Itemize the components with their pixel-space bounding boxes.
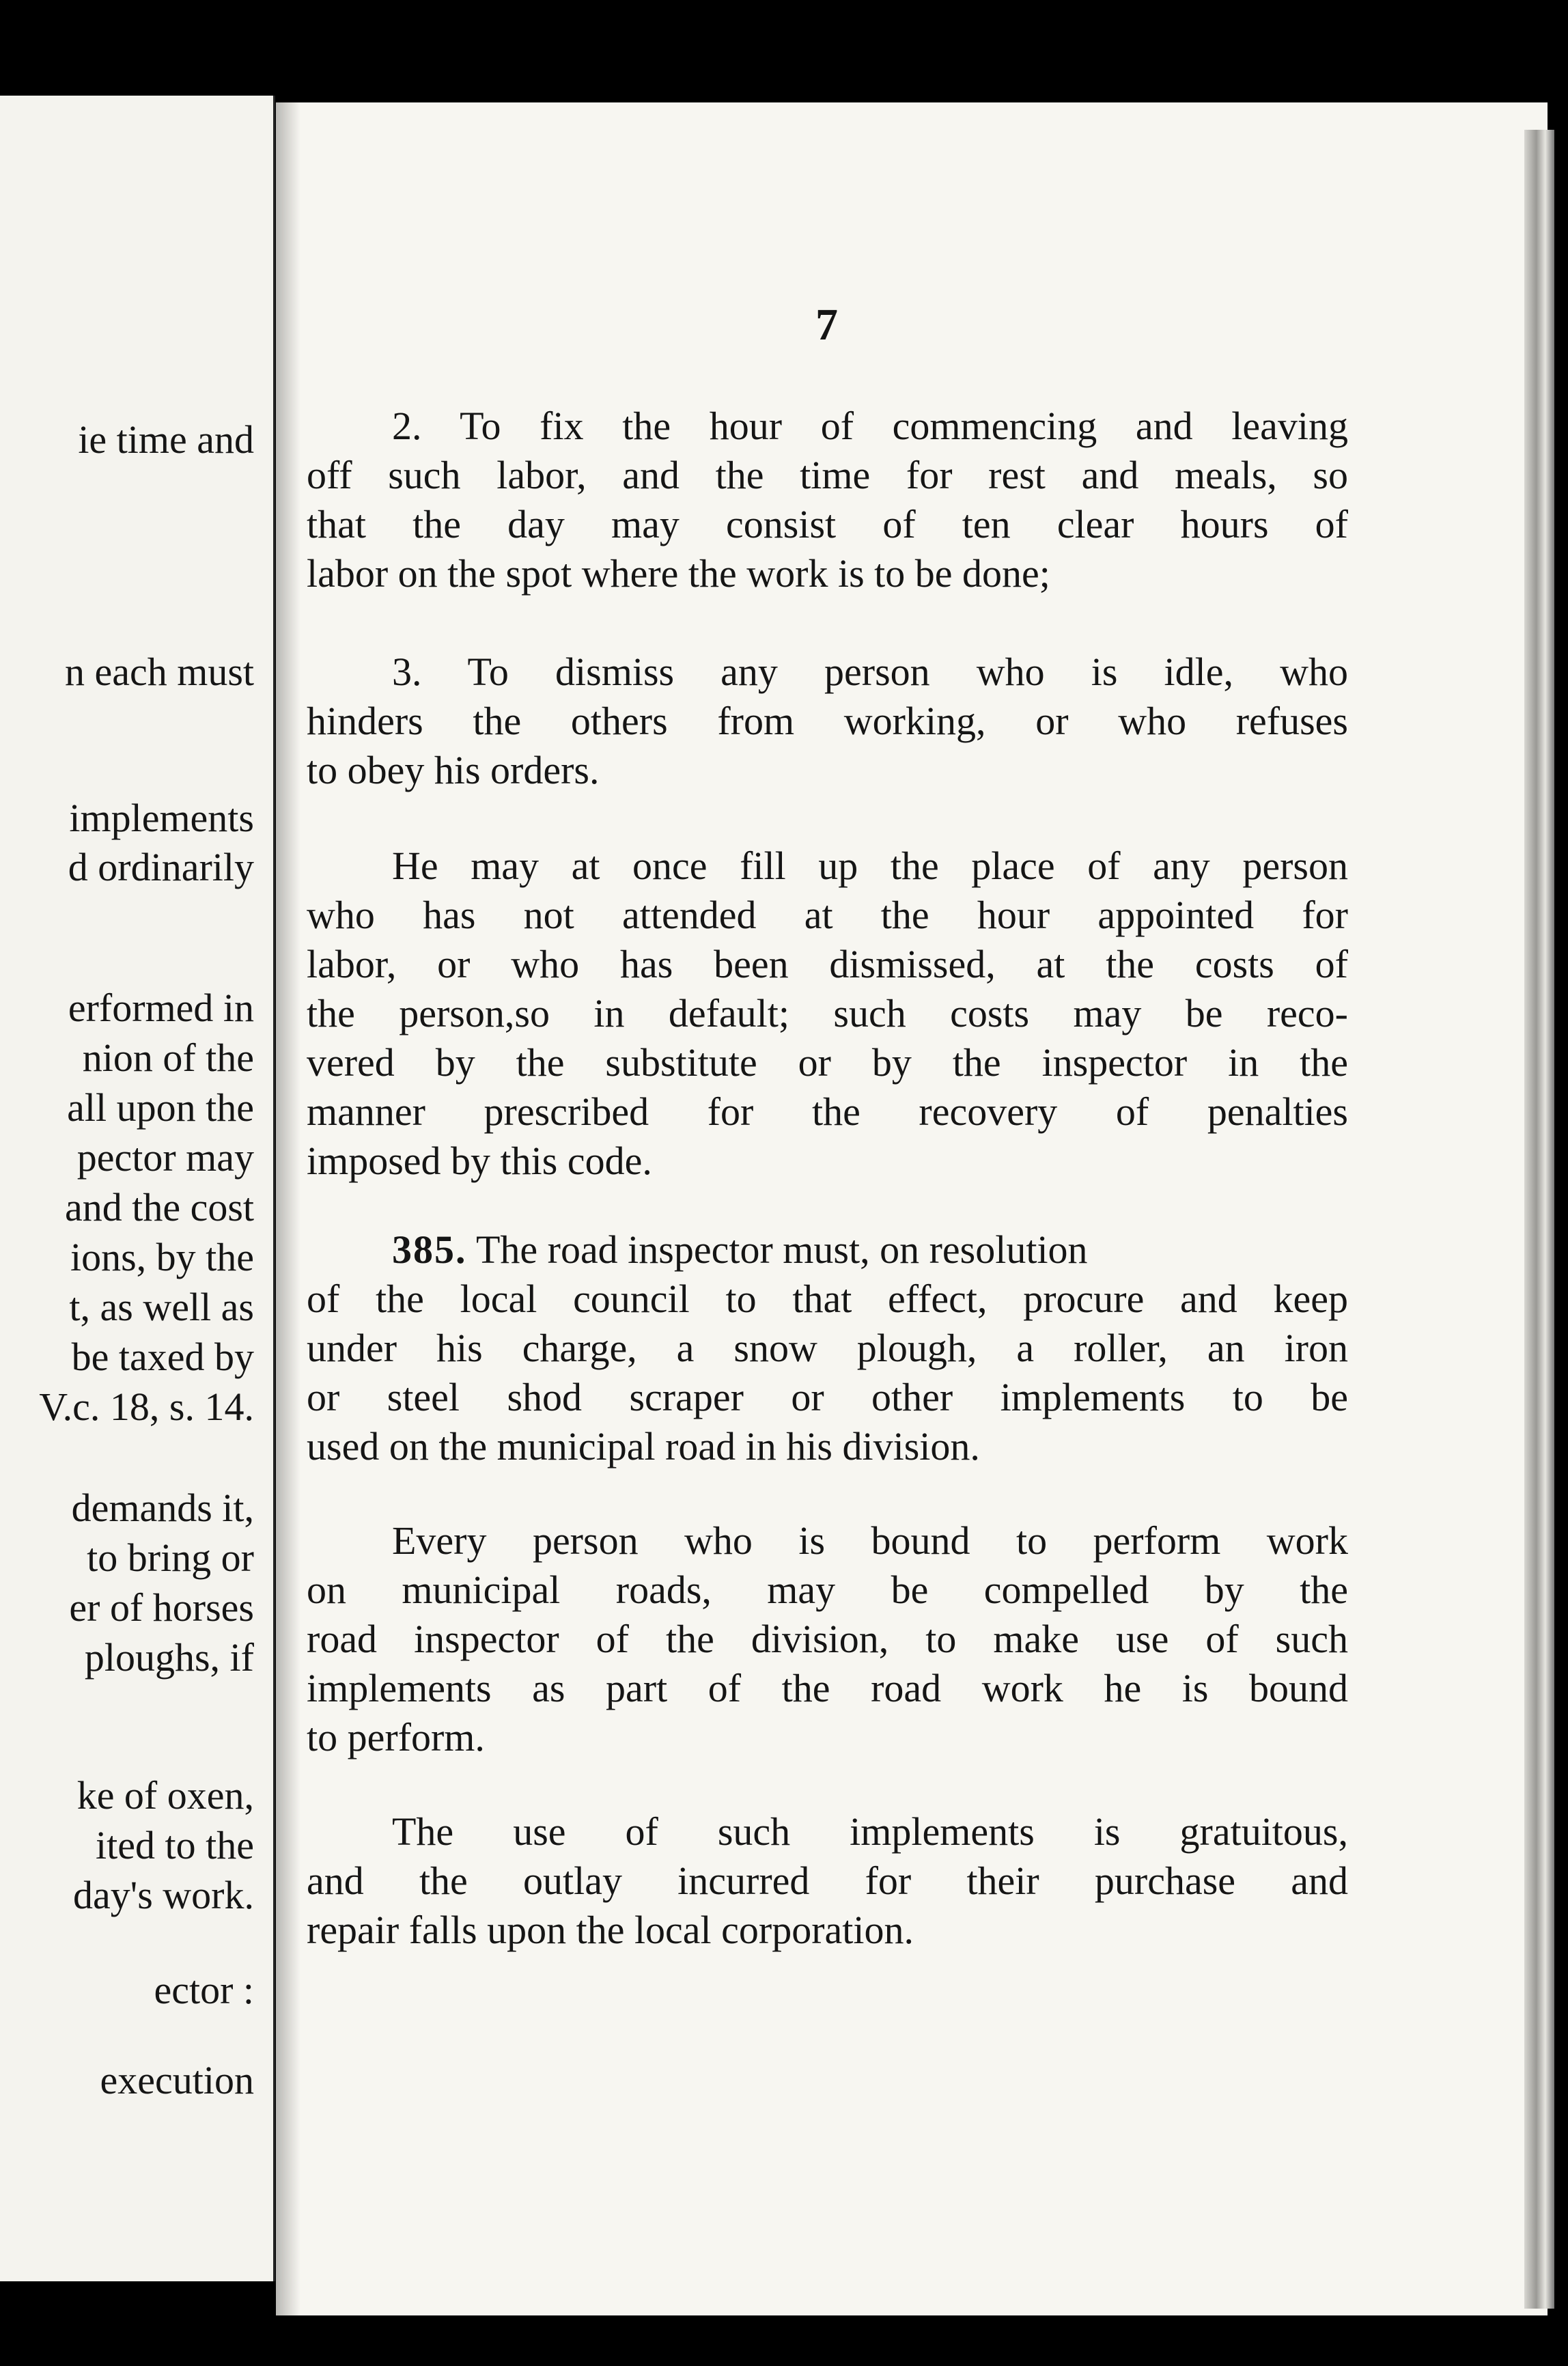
every-person-para-line: implements as part of the road work he is bound — [307, 1666, 1348, 1710]
left-line: ie time and — [78, 417, 254, 462]
page-number: 7 — [815, 300, 838, 350]
left-line: er of horses — [69, 1585, 254, 1630]
item2-line: off such labor, and the time for rest and meals, so — [307, 453, 1348, 497]
left-line: V.c. 18, s. 14. — [39, 1384, 254, 1429]
substitute-para-line: who has not attended at the hour appointed for — [307, 893, 1348, 937]
section-385-text: The road inspector must, on resolution — [466, 1227, 1088, 1272]
left-line: and the cost — [64, 1185, 254, 1229]
item2-line: labor on the spot where the work is to be done; — [307, 551, 1050, 596]
left-line: n each must — [64, 650, 254, 694]
section-385-first-line — [307, 1225, 1348, 1275]
section-385-line: or steel shod scraper or other implements to be — [307, 1375, 1348, 1419]
left-line: erformed in — [68, 986, 254, 1030]
left-line: to bring or — [87, 1535, 254, 1580]
substitute-para-line: imposed by this code. — [307, 1139, 652, 1183]
item3-line: to obey his orders. — [307, 748, 600, 792]
item3-line: hinders the others from working, or who refuses — [307, 699, 1348, 743]
left-line: t, as well as — [69, 1285, 254, 1329]
section-385-line: used on the municipal road in his division. — [307, 1424, 980, 1469]
section-number: 385. — [392, 1227, 467, 1272]
substitute-para-line: labor, or who has been dismissed, at the costs of — [307, 942, 1348, 986]
left-line: all upon the — [67, 1085, 254, 1130]
left-line: ploughs, if — [84, 1635, 254, 1680]
use-para-line: repair falls upon the local corporation. — [307, 1908, 914, 1952]
gutter-shadow — [276, 102, 300, 2315]
left-line: be taxed by — [71, 1335, 254, 1379]
item2-line: that the day may consist of ten clear hours of — [307, 502, 1348, 546]
left-line: pector may — [76, 1135, 254, 1180]
substitute-para-line: He may at once fill up the place of any person — [392, 844, 1348, 888]
section-385-line: under his charge, a snow plough, a roller, an iron — [307, 1326, 1348, 1370]
left-line: execution — [100, 2058, 254, 2102]
every-person-para-line: on municipal roads, may be compelled by the — [307, 1568, 1348, 1612]
every-person-para-line: road inspector of the division, to make use of such — [307, 1617, 1348, 1661]
item2-line: 2. To fix the hour of commencing and leaving — [392, 404, 1348, 448]
left-line: ions, by the — [70, 1235, 254, 1279]
every-person-para-line: to perform. — [307, 1715, 485, 1759]
use-para-line: The use of such implements is gratuitous, — [392, 1809, 1348, 1854]
left-line: day's work. — [73, 1873, 254, 1917]
item3-line: 3. To dismiss any person who is idle, who — [392, 650, 1348, 694]
every-person-para-line: Every person who is bound to perform work — [392, 1518, 1348, 1563]
substitute-para-line: manner prescribed for the recovery of penalties — [307, 1089, 1348, 1134]
left-line: implements — [69, 796, 254, 840]
substitute-para-line: vered by the substitute or by the inspector in the — [307, 1040, 1348, 1085]
left-line: nion of the — [82, 1035, 254, 1080]
page-stack-edge — [1524, 130, 1554, 2309]
section-385-line: of the local council to that effect, procure and keep — [307, 1277, 1348, 1321]
left-line: ector : — [154, 1968, 254, 2012]
left-line: ited to the — [96, 1823, 254, 1867]
left-line: d ordinarily — [68, 845, 254, 889]
use-para-line: and the outlay incurred for their purchase and — [307, 1859, 1348, 1903]
left-page-fragment — [0, 96, 275, 2281]
right-page — [276, 102, 1548, 2315]
left-line: ke of oxen, — [76, 1773, 254, 1818]
substitute-para-line: the person,so in default; such costs may be reco- — [307, 991, 1348, 1035]
left-line: demands it, — [71, 1486, 254, 1530]
